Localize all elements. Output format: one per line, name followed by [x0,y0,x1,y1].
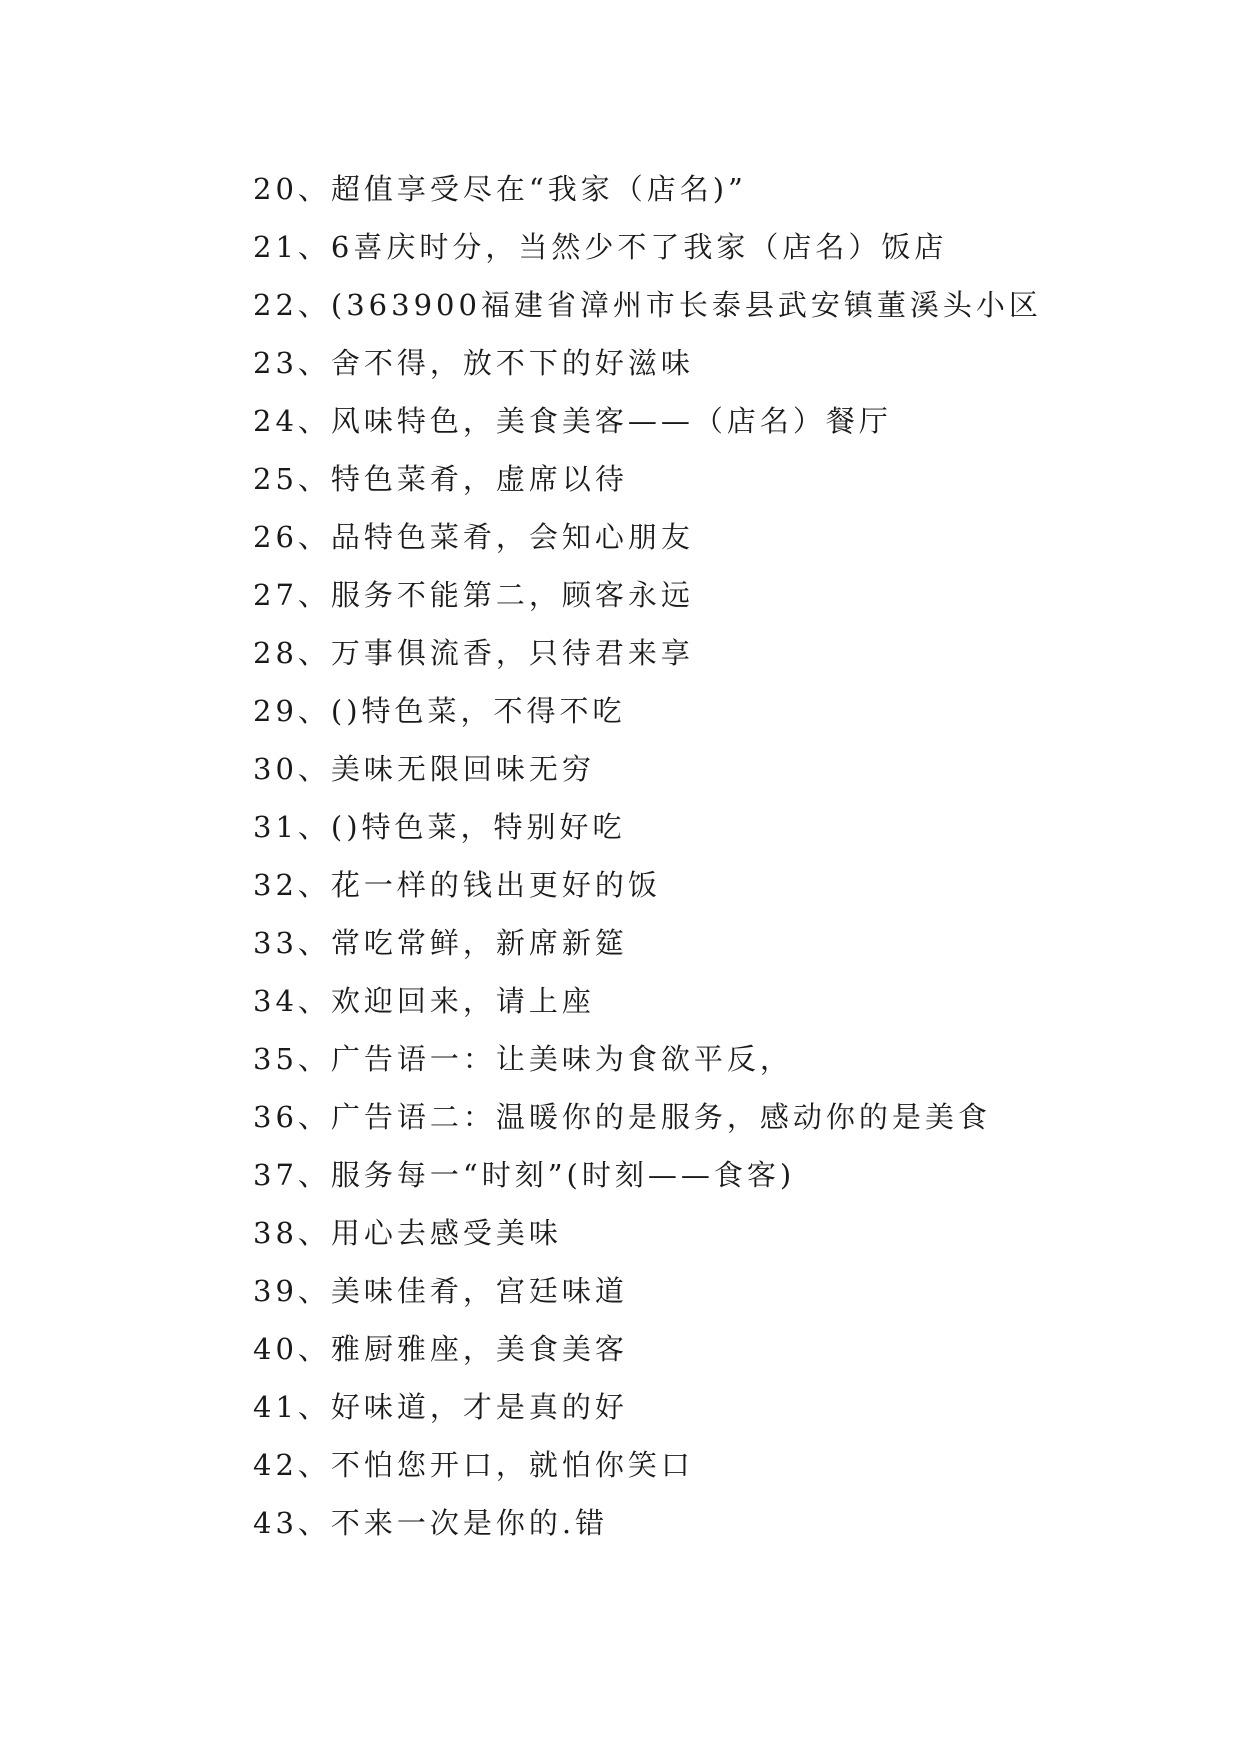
slogan-list [253,160,1042,1552]
list-item: 34、欢迎回来，请上座 [253,984,595,1018]
list-item: 30、美味无限回味无穷 [253,752,595,786]
list-item: 38、用心去感受美味 [253,1216,562,1250]
list-item: 21、6喜庆时分，当然少不了我家（店名）饭店 [253,230,948,264]
list-item: 20、超值享受尽在“我家（店名)” [253,172,747,206]
list-item: 37、服务每一“时刻”(时刻——食客) [253,1158,796,1192]
list-item: 23、舍不得，放不下的好滋味 [253,346,694,380]
list-item: 31、()特色菜，特别好吃 [253,810,626,844]
list-item: 27、服务不能第二，顾客永远 [253,578,694,612]
list-item: 40、雅厨雅座，美食美客 [253,1332,628,1366]
list-item: 35、广告语一：让美味为食欲平反， [253,1042,793,1076]
list-item: 24、风味特色，美食美客——（店名）餐厅 [253,404,892,438]
list-item: 29、()特色菜，不得不吃 [253,694,626,728]
list-item: 42、不怕您开口，就怕你笑口 [253,1448,694,1482]
list-item: 26、品特色菜肴，会知心朋友 [253,520,694,554]
list-item: 43、不来一次是你的.错 [253,1506,609,1540]
list-item: 33、常吃常鲜，新席新筵 [253,926,628,960]
list-item: 36、广告语二：温暖你的是服务，感动你的是美食 [253,1100,991,1134]
list-item: 28、万事俱流香，只待君来享 [253,636,694,670]
list-item: 25、特色菜肴，虚席以待 [253,462,628,496]
list-item: 39、美味佳肴，宫廷味道 [253,1274,628,1308]
list-item: 22、(363900福建省漳州市长泰县武安镇董溪头小区 [253,288,1042,322]
list-item: 41、好味道，才是真的好 [253,1390,628,1424]
list-item: 32、花一样的钱出更好的饭 [253,868,661,902]
